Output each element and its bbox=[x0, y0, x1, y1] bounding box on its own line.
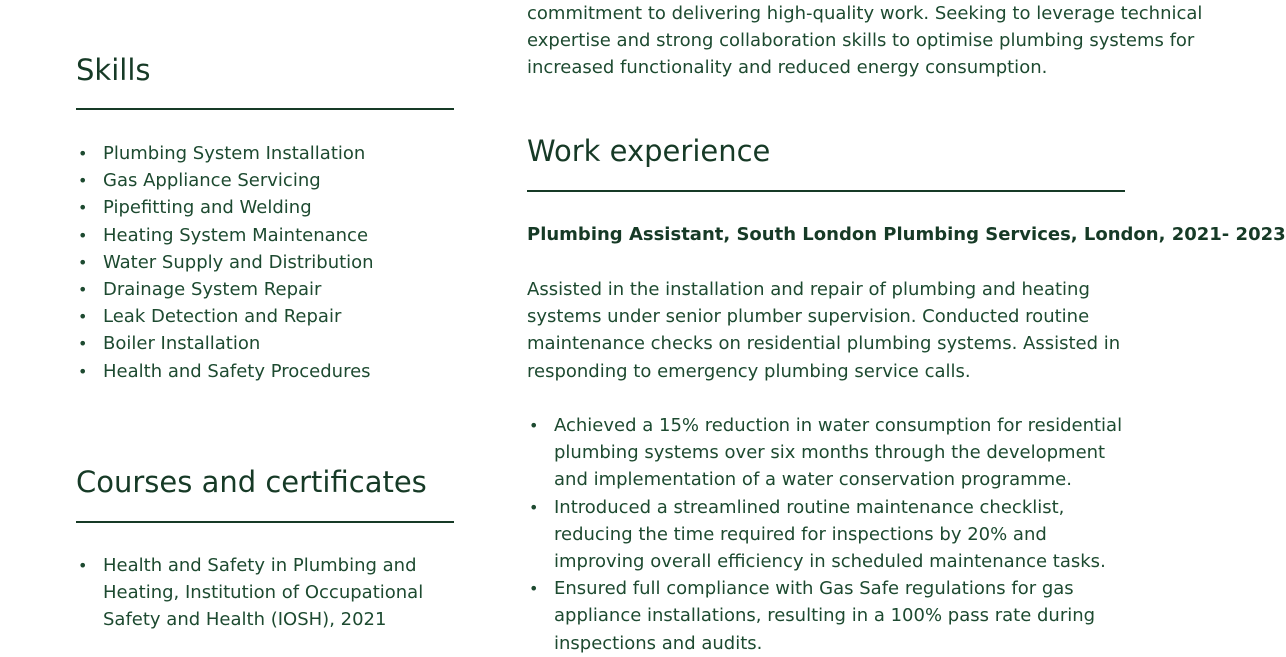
summary-line: commitment to delivering high-quality work. Seeking to leverage technical bbox=[527, 3, 1203, 24]
skill-item: • Drainage System Repair bbox=[76, 276, 374, 303]
skills-list bbox=[76, 140, 374, 385]
summary-line: expertise and strong collaboration skills to optimise plumbing systems for bbox=[527, 30, 1195, 51]
job-description: Assisted in the installation and repair of plumbing and heating systems under senior plumber supervision. Conducted routine maintenance checks on residential plumbing systems. Assisted in responding to emergency plumbing service calls. bbox=[527, 279, 1121, 382]
work-heading: Work experience bbox=[527, 134, 771, 168]
course-item: • Health and Safety in Plumbing and Heating, Institution of Occupational Safety and Health (IOSH), 2021 bbox=[76, 552, 454, 634]
work-divider bbox=[527, 190, 1125, 192]
courses-divider bbox=[76, 521, 454, 523]
skill-item: • Boiler Installation bbox=[76, 330, 374, 357]
achievement-item: • Achieved a 15% reduction in water consumption for residential plumbing systems over six months through the development and implementation of a water conservation programme. bbox=[527, 412, 1125, 494]
skills-divider bbox=[76, 108, 454, 110]
skill-item: • Gas Appliance Servicing bbox=[76, 167, 374, 194]
skill-item: • Pipefitting and Welding bbox=[76, 194, 374, 221]
skill-item: • Leak Detection and Repair bbox=[76, 303, 374, 330]
courses-list bbox=[76, 552, 454, 634]
courses-heading: Courses and certificates bbox=[76, 465, 427, 499]
skill-item: • Health and Safety Procedures bbox=[76, 358, 374, 385]
skill-item: • Heating System Maintenance bbox=[76, 222, 374, 249]
skill-item: • Water Supply and Distribution bbox=[76, 249, 374, 276]
achievement-item: • Introduced a streamlined routine maintenance checklist, reducing the time required for inspections by 20% and improving overall efficiency in scheduled maintenance tasks. bbox=[527, 494, 1125, 576]
achievements-list bbox=[527, 412, 1125, 657]
job-title: Plumbing Assistant, South London Plumbing Services, London, 2021- 2023 bbox=[527, 224, 1286, 245]
skill-item: • Plumbing System Installation bbox=[76, 140, 374, 167]
skills-heading: Skills bbox=[76, 53, 151, 87]
summary-line: increased functionality and reduced energy consumption. bbox=[527, 57, 1048, 78]
achievement-item: • Ensured full compliance with Gas Safe regulations for gas appliance installations, resulting in a 100% pass rate during inspections and audits. bbox=[527, 575, 1125, 657]
